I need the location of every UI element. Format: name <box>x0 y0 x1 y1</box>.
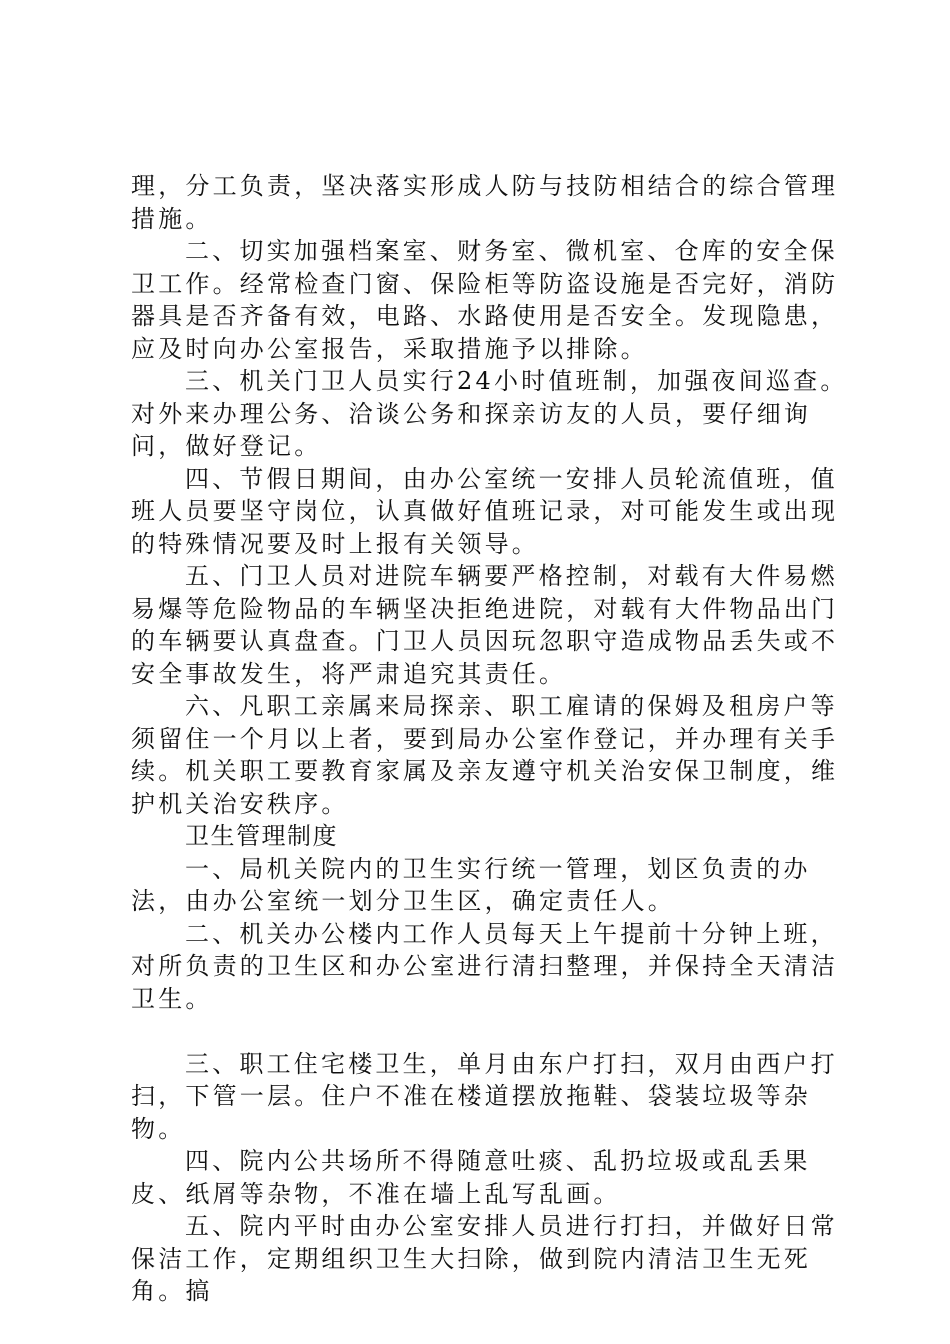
paragraph-security-4: 四、节假日期间，由办公室统一安排人员轮流值班，值班人员要坚守岗位，认真做好值班记录，对可能发生或出现的特殊情况要及时上报有关领导。 <box>131 464 839 558</box>
paragraph-security-6: 六、凡职工亲属来局探亲、职工雇请的保姆及租房户等须留住一个月以上者，要到局办公室作登记，并办理有关手续。机关职工要教育家属及亲友遵守机关治安保卫制度，维护机关治安秩序。 <box>131 692 839 818</box>
section-title: 卫生管理制度 <box>185 822 338 850</box>
blank-line <box>131 1015 851 1048</box>
paragraph-hygiene-4: 四、院内公共场所不得随意吐痰、乱扔垃圾或乱丢果皮、纸屑等杂物，不准在墙上乱写乱画。 <box>131 1147 811 1208</box>
paragraph-security-3: 三、机关门卫人员实行24小时值班制，加强夜间巡查。对外来办理公务、洽谈公务和探亲访友的人员，要仔细询问，做好登记。 <box>131 367 848 460</box>
paragraph-hygiene-2: 二、机关办公楼内工作人员每天上午提前十分钟上班，对所负责的卫生区和办公室进行清扫整理，并保持全天清洁卫生。 <box>131 919 839 1013</box>
paragraph-hygiene-3: 三、职工住宅楼卫生，单月由东户打扫，双月由西户打扫，下管一层。住户不准在楼道摆放拖鞋、袋装垃圾等杂物。 <box>131 1049 838 1143</box>
paragraph-security-2: 二、切实加强档案室、财务室、微机室、仓库的安全保卫工作。经常检查门窗、保险柜等防盗设施是否完好，消防器具是否齐备有效，电路、水路使用是否安全。发现隐患，应及时向办公室报告，采取措施予以排除。 <box>131 237 839 363</box>
document-body <box>131 170 851 1308</box>
paragraph-hygiene-5: 五、院内平时由办公室安排人员进行打扫，并做好日常保洁工作，定期组织卫生大扫除，做到院内清洁卫生无死角。搞 <box>131 1212 838 1305</box>
paragraph-security-5: 五、门卫人员对进院车辆要严格控制，对载有大件易燃易爆等危险物品的车辆坚决拒绝进院，对载有大件物品出门的车辆要认真盘查。门卫人员因玩忽职守造成物品丢失或不安全事故发生，将严肃追究其责任。 <box>131 562 839 688</box>
paragraph-continuation: 理，分工负责，坚决落实形成人防与技防相结合的综合管理措施。 <box>131 172 839 233</box>
paragraph-hygiene-1: 一、局机关院内的卫生实行统一管理，划区负责的办法，由办公室统一划分卫生区，确定责任人。 <box>131 854 811 915</box>
